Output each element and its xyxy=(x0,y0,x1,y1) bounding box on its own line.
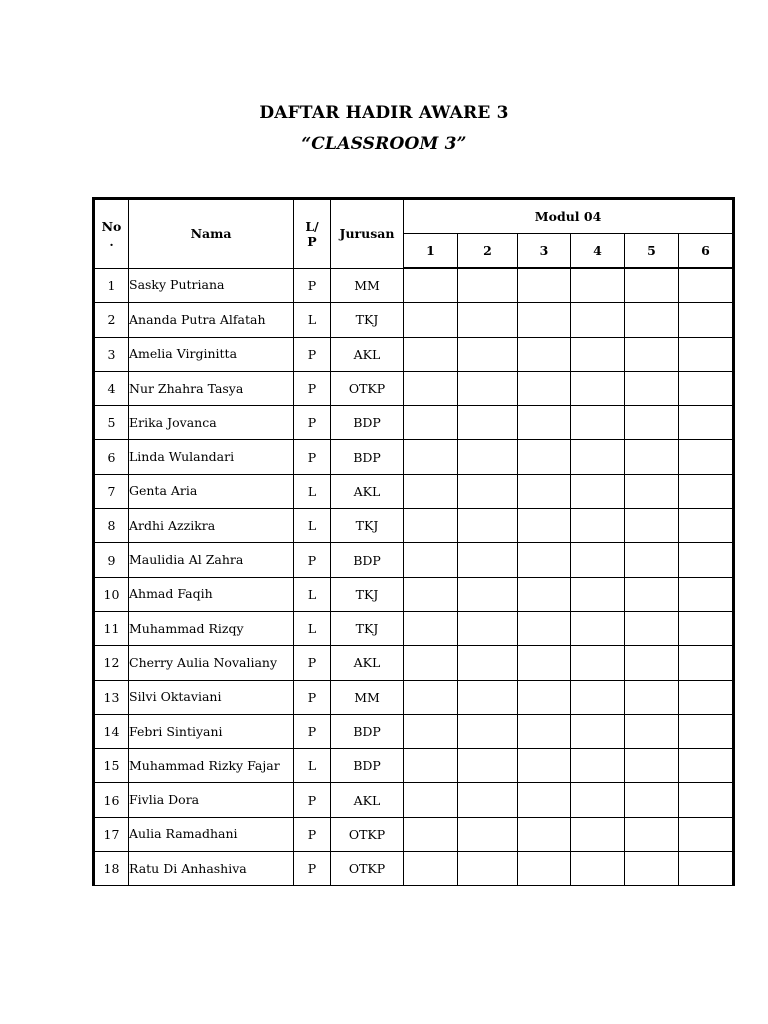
cell-jurusan: OTKP xyxy=(331,371,404,405)
attendance-cell-2[interactable] xyxy=(458,371,518,405)
table-row xyxy=(94,852,734,886)
attendance-cell-5[interactable] xyxy=(625,783,679,817)
attendance-cell-2[interactable] xyxy=(458,611,518,645)
table-row xyxy=(94,680,734,714)
attendance-cell-1[interactable] xyxy=(404,783,458,817)
cell-nama: Fivlia Dora xyxy=(129,783,294,817)
cell-no: 14 xyxy=(94,714,129,748)
attendance-cell-4[interactable] xyxy=(571,749,625,783)
attendance-cell-5[interactable] xyxy=(625,303,679,337)
header-session-2: 2 xyxy=(458,234,518,269)
cell-jurusan: OTKP xyxy=(331,817,404,851)
attendance-cell-3[interactable] xyxy=(518,852,571,886)
attendance-cell-6[interactable] xyxy=(679,577,734,611)
attendance-cell-3[interactable] xyxy=(518,680,571,714)
cell-jurusan: BDP xyxy=(331,749,404,783)
table-row xyxy=(94,406,734,440)
attendance-cell-1[interactable] xyxy=(404,268,458,303)
cell-lp: P xyxy=(294,783,331,817)
attendance-cell-5[interactable] xyxy=(625,440,679,474)
attendance-cell-6[interactable] xyxy=(679,714,734,748)
cell-no: 12 xyxy=(94,646,129,680)
attendance-cell-6[interactable] xyxy=(679,680,734,714)
table-row xyxy=(94,509,734,543)
attendance-cell-4[interactable] xyxy=(571,474,625,508)
cell-no: 10 xyxy=(94,577,129,611)
cell-nama: Muhammad Rizky Fajar xyxy=(129,749,294,783)
cell-jurusan: AKL xyxy=(331,783,404,817)
attendance-cell-6[interactable] xyxy=(679,371,734,405)
cell-lp: P xyxy=(294,440,331,474)
attendance-cell-3[interactable] xyxy=(518,474,571,508)
table-row xyxy=(94,474,734,508)
cell-lp: P xyxy=(294,337,331,371)
attendance-cell-1[interactable] xyxy=(404,440,458,474)
attendance-cell-1[interactable] xyxy=(404,303,458,337)
attendance-cell-4[interactable] xyxy=(571,783,625,817)
cell-no: 4 xyxy=(94,371,129,405)
attendance-cell-3[interactable] xyxy=(518,337,571,371)
cell-nama: Cherry Aulia Novaliany xyxy=(129,646,294,680)
attendance-cell-3[interactable] xyxy=(518,303,571,337)
attendance-cell-2[interactable] xyxy=(458,714,518,748)
cell-jurusan: TKJ xyxy=(331,577,404,611)
attendance-cell-4[interactable] xyxy=(571,440,625,474)
cell-jurusan: BDP xyxy=(331,440,404,474)
attendance-cell-3[interactable] xyxy=(518,783,571,817)
cell-jurusan: BDP xyxy=(331,714,404,748)
attendance-cell-5[interactable] xyxy=(625,474,679,508)
cell-nama: Muhammad Rizqy xyxy=(129,611,294,645)
attendance-cell-4[interactable] xyxy=(571,268,625,303)
attendance-cell-3[interactable] xyxy=(518,817,571,851)
cell-nama: Ahmad Faqih xyxy=(129,577,294,611)
attendance-cell-2[interactable] xyxy=(458,749,518,783)
attendance-cell-1[interactable] xyxy=(404,543,458,577)
table-body xyxy=(94,268,734,886)
cell-no: 15 xyxy=(94,749,129,783)
cell-lp: P xyxy=(294,268,331,303)
cell-nama: Ardhi Azzikra xyxy=(129,509,294,543)
attendance-cell-4[interactable] xyxy=(571,817,625,851)
cell-lp: P xyxy=(294,406,331,440)
attendance-cell-2[interactable] xyxy=(458,646,518,680)
attendance-cell-6[interactable] xyxy=(679,268,734,303)
cell-lp: P xyxy=(294,646,331,680)
cell-no: 7 xyxy=(94,474,129,508)
header-lp: L/ P xyxy=(294,199,331,269)
attendance-cell-4[interactable] xyxy=(571,577,625,611)
attendance-cell-4[interactable] xyxy=(571,303,625,337)
cell-lp: L xyxy=(294,303,331,337)
cell-nama: Genta Aria xyxy=(129,474,294,508)
attendance-cell-3[interactable] xyxy=(518,268,571,303)
cell-lp: P xyxy=(294,714,331,748)
attendance-cell-2[interactable] xyxy=(458,303,518,337)
attendance-cell-3[interactable] xyxy=(518,611,571,645)
table-row xyxy=(94,749,734,783)
cell-jurusan: TKJ xyxy=(331,303,404,337)
attendance-cell-3[interactable] xyxy=(518,406,571,440)
cell-nama: Ratu Di Anhashiva xyxy=(129,852,294,886)
cell-no: 1 xyxy=(94,268,129,303)
attendance-cell-6[interactable] xyxy=(679,817,734,851)
attendance-cell-6[interactable] xyxy=(679,783,734,817)
cell-nama: Aulia Ramadhani xyxy=(129,817,294,851)
attendance-cell-5[interactable] xyxy=(625,509,679,543)
attendance-cell-3[interactable] xyxy=(518,749,571,783)
attendance-cell-4[interactable] xyxy=(571,543,625,577)
attendance-cell-6[interactable] xyxy=(679,406,734,440)
cell-lp: P xyxy=(294,817,331,851)
cell-jurusan: BDP xyxy=(331,543,404,577)
document-subtitle: “CLASSROOM 3” xyxy=(301,134,467,154)
attendance-cell-1[interactable] xyxy=(404,749,458,783)
attendance-cell-3[interactable] xyxy=(518,440,571,474)
cell-jurusan: TKJ xyxy=(331,509,404,543)
cell-jurusan: MM xyxy=(331,268,404,303)
attendance-cell-5[interactable] xyxy=(625,611,679,645)
cell-lp: P xyxy=(294,371,331,405)
header-session-6: 6 xyxy=(679,234,734,269)
attendance-cell-5[interactable] xyxy=(625,680,679,714)
attendance-cell-1[interactable] xyxy=(404,509,458,543)
attendance-cell-4[interactable] xyxy=(571,611,625,645)
attendance-cell-2[interactable] xyxy=(458,509,518,543)
attendance-cell-6[interactable] xyxy=(679,509,734,543)
cell-no: 11 xyxy=(94,611,129,645)
attendance-cell-5[interactable] xyxy=(625,577,679,611)
attendance-cell-2[interactable] xyxy=(458,474,518,508)
cell-lp: L xyxy=(294,509,331,543)
table-row xyxy=(94,817,734,851)
cell-nama: Sasky Putriana xyxy=(129,268,294,303)
attendance-cell-5[interactable] xyxy=(625,406,679,440)
attendance-cell-1[interactable] xyxy=(404,852,458,886)
attendance-cell-1[interactable] xyxy=(404,406,458,440)
table-row xyxy=(94,543,734,577)
attendance-cell-4[interactable] xyxy=(571,852,625,886)
cell-jurusan: AKL xyxy=(331,337,404,371)
cell-lp: P xyxy=(294,680,331,714)
attendance-cell-5[interactable] xyxy=(625,371,679,405)
document-title: DAFTAR HADIR AWARE 3 xyxy=(259,103,509,123)
cell-jurusan: OTKP xyxy=(331,852,404,886)
cell-jurusan: AKL xyxy=(331,474,404,508)
attendance-cell-6[interactable] xyxy=(679,474,734,508)
attendance-cell-1[interactable] xyxy=(404,337,458,371)
attendance-cell-5[interactable] xyxy=(625,337,679,371)
attendance-cell-3[interactable] xyxy=(518,577,571,611)
attendance-cell-3[interactable] xyxy=(518,371,571,405)
attendance-cell-4[interactable] xyxy=(571,714,625,748)
attendance-cell-5[interactable] xyxy=(625,714,679,748)
table-row xyxy=(94,646,734,680)
cell-nama: Erika Jovanca xyxy=(129,406,294,440)
attendance-cell-2[interactable] xyxy=(458,268,518,303)
attendance-cell-3[interactable] xyxy=(518,509,571,543)
header-nama: Nama xyxy=(129,199,294,269)
attendance-cell-6[interactable] xyxy=(679,543,734,577)
attendance-cell-6[interactable] xyxy=(679,852,734,886)
cell-jurusan: AKL xyxy=(331,646,404,680)
attendance-cell-1[interactable] xyxy=(404,371,458,405)
attendance-cell-4[interactable] xyxy=(571,646,625,680)
cell-no: 16 xyxy=(94,783,129,817)
table-row xyxy=(94,783,734,817)
header-jurusan: Jurusan xyxy=(331,199,404,269)
cell-no: 13 xyxy=(94,680,129,714)
attendance-cell-4[interactable] xyxy=(571,406,625,440)
cell-lp: P xyxy=(294,543,331,577)
attendance-cell-1[interactable] xyxy=(404,611,458,645)
attendance-cell-2[interactable] xyxy=(458,337,518,371)
attendance-cell-3[interactable] xyxy=(518,714,571,748)
header-session-3: 3 xyxy=(518,234,571,269)
table-row xyxy=(94,577,734,611)
cell-nama: Amelia Virginitta xyxy=(129,337,294,371)
cell-nama: Febri Sintiyani xyxy=(129,714,294,748)
attendance-cell-2[interactable] xyxy=(458,783,518,817)
cell-no: 5 xyxy=(94,406,129,440)
attendance-cell-6[interactable] xyxy=(679,646,734,680)
cell-lp: L xyxy=(294,611,331,645)
cell-nama: Nur Zhahra Tasya xyxy=(129,371,294,405)
cell-jurusan: MM xyxy=(331,680,404,714)
attendance-cell-1[interactable] xyxy=(404,714,458,748)
table-row xyxy=(94,440,734,474)
attendance-cell-6[interactable] xyxy=(679,337,734,371)
attendance-cell-5[interactable] xyxy=(625,543,679,577)
header-session-5: 5 xyxy=(625,234,679,269)
attendance-cell-2[interactable] xyxy=(458,440,518,474)
header-no: No . xyxy=(94,199,129,269)
attendance-cell-6[interactable] xyxy=(679,611,734,645)
cell-no: 8 xyxy=(94,509,129,543)
table-row xyxy=(94,268,734,303)
cell-no: 17 xyxy=(94,817,129,851)
cell-jurusan: BDP xyxy=(331,406,404,440)
cell-nama: Maulidia Al Zahra xyxy=(129,543,294,577)
cell-nama: Silvi Oktaviani xyxy=(129,680,294,714)
attendance-cell-3[interactable] xyxy=(518,646,571,680)
cell-jurusan: TKJ xyxy=(331,611,404,645)
cell-lp: L xyxy=(294,749,331,783)
attendance-cell-1[interactable] xyxy=(404,817,458,851)
attendance-cell-2[interactable] xyxy=(458,817,518,851)
cell-no: 6 xyxy=(94,440,129,474)
attendance-cell-5[interactable] xyxy=(625,817,679,851)
cell-lp: L xyxy=(294,474,331,508)
attendance-cell-5[interactable] xyxy=(625,749,679,783)
header-row xyxy=(94,199,734,234)
attendance-cell-5[interactable] xyxy=(625,268,679,303)
header-session-4: 4 xyxy=(571,234,625,269)
attendance-cell-2[interactable] xyxy=(458,577,518,611)
table-row xyxy=(94,371,734,405)
table-row xyxy=(94,714,734,748)
attendance-cell-2[interactable] xyxy=(458,406,518,440)
attendance-cell-1[interactable] xyxy=(404,646,458,680)
attendance-cell-6[interactable] xyxy=(679,749,734,783)
attendance-cell-4[interactable] xyxy=(571,680,625,714)
attendance-cell-2[interactable] xyxy=(458,852,518,886)
cell-no: 2 xyxy=(94,303,129,337)
attendance-cell-1[interactable] xyxy=(404,680,458,714)
attendance-cell-6[interactable] xyxy=(679,303,734,337)
attendance-table xyxy=(92,197,735,886)
cell-no: 9 xyxy=(94,543,129,577)
attendance-cell-1[interactable] xyxy=(404,577,458,611)
header-session-1: 1 xyxy=(404,234,458,269)
table-row xyxy=(94,611,734,645)
cell-nama: Linda Wulandari xyxy=(129,440,294,474)
attendance-cell-1[interactable] xyxy=(404,474,458,508)
attendance-cell-3[interactable] xyxy=(518,543,571,577)
attendance-cell-2[interactable] xyxy=(458,680,518,714)
attendance-cell-2[interactable] xyxy=(458,543,518,577)
attendance-cell-5[interactable] xyxy=(625,852,679,886)
attendance-cell-4[interactable] xyxy=(571,371,625,405)
cell-no: 3 xyxy=(94,337,129,371)
header-modul: Modul 04 xyxy=(404,199,734,234)
attendance-cell-6[interactable] xyxy=(679,440,734,474)
cell-no: 18 xyxy=(94,852,129,886)
cell-lp: P xyxy=(294,852,331,886)
attendance-cell-4[interactable] xyxy=(571,337,625,371)
table-row xyxy=(94,303,734,337)
cell-nama: Ananda Putra Alfatah xyxy=(129,303,294,337)
cell-lp: L xyxy=(294,577,331,611)
attendance-cell-4[interactable] xyxy=(571,509,625,543)
attendance-cell-5[interactable] xyxy=(625,646,679,680)
table-row xyxy=(94,337,734,371)
